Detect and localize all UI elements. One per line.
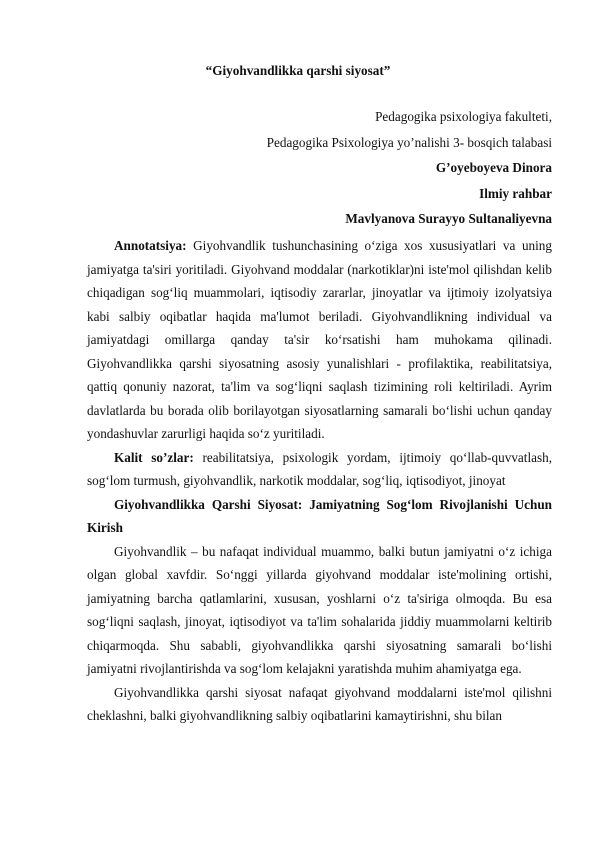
- body-paragraph: Giyohvandlik – bu nafaqat individual muammo, balki butun jamiyatni o‘z ichiga olgan global xavfdir. So‘nggi yillarda giyohvand moddalar iste'molining ortishi, jamiyatning barcha qatlamlarini, xususan, yoshlarni o‘z ta'siriga olmoqda. Bu esa sog‘liqni saqlash, jinoyat, iqtisodiyot va ta'lim sohalarida jiddiy muammolarni keltirib chiqarmoqda. Shu sababli, giyohvandlikka qarshi siyosatning samarali bo‘lishi jamiyatni rivojlantirishda va sog‘lom kelajakni yaratishda muhim ahamiyatga ega.: [87, 543, 552, 676]
- abstract-text: Giyohvandlik tushunchasining o‘ziga xos xususiyatlari va uning jamiyatga ta'siri yoritiladi. Giyohvand moddalar (narkotiklar)ni iste'mol qilishdan kelib chiqadigan sog‘liq muammolari, iqtisodiy zararlar, jinoyatlar va ijtimoiy izolyatsiya kabi salbiy oqibatlar haqida ma'lumot beriladi. Giyohvandlikning individual va jamiyatdagi omillarga qanday ta'sir ko‘rsatishi ham muhokama qilinadi. Giyohvandlikka qarshi siyosatning asosiy yunalishlari - profilaktika, reabilitatsiya, qattiq qonuniy nazorat, ta'lim va sog‘liqni saqlash tizimining roli keltiriladi. Ayrim davlatlarda bu borada olib borilayotgan siyosatlarning samarali bo‘lishi uchun qanday yondashuvlar zarurligi haqida so‘z yuritiladi.: [87, 238, 552, 441]
- keywords-text: reabilitatsiya, psixologik yordam, ijtimoiy qo‘llab-quvvatlash, sog‘lom turmush, giyohvandlik, narkotik moddalar, sog‘liq, iqtisodiyot, jinoyat: [87, 449, 552, 488]
- program-line: Pedagogika Psixologiya yo’nalishi 3- bosqich talabasi: [266, 134, 552, 150]
- keywords-label: Kalit so’zlar:: [114, 449, 194, 465]
- keywords-paragraph: [87, 446, 552, 493]
- abstract-label: Annotatsiya:: [114, 238, 187, 253]
- advisor-label: Ilmiy rahbar: [479, 185, 552, 201]
- document-body: [87, 234, 552, 728]
- advisor-name: Mavlyanova Surayyo Sultanaliyevna: [345, 211, 552, 226]
- body-paragraph: Giyohvandlikka qarshi siyosat nafaqat giyohvand moddalarni iste'mol qilishni cheklashni, balki giyohvandlikning salbiy oqibatlarini kamaytirishni, shu bilan: [87, 684, 552, 723]
- faculty-line: Pedagogika psixologiya fakulteti,: [375, 109, 552, 124]
- author-name: G’oyeboyeva Dinora: [435, 160, 552, 175]
- document-title: “Giyohvandlikka qarshi siyosat”: [205, 63, 391, 78]
- author-block: [267, 104, 552, 232]
- section-heading: Giyohvandlikka Qarshi Siyosat: Jamiyatning Sog‘lom Rivojlanishi Uchun Kirish: [87, 496, 552, 535]
- abstract-paragraph: [87, 234, 552, 446]
